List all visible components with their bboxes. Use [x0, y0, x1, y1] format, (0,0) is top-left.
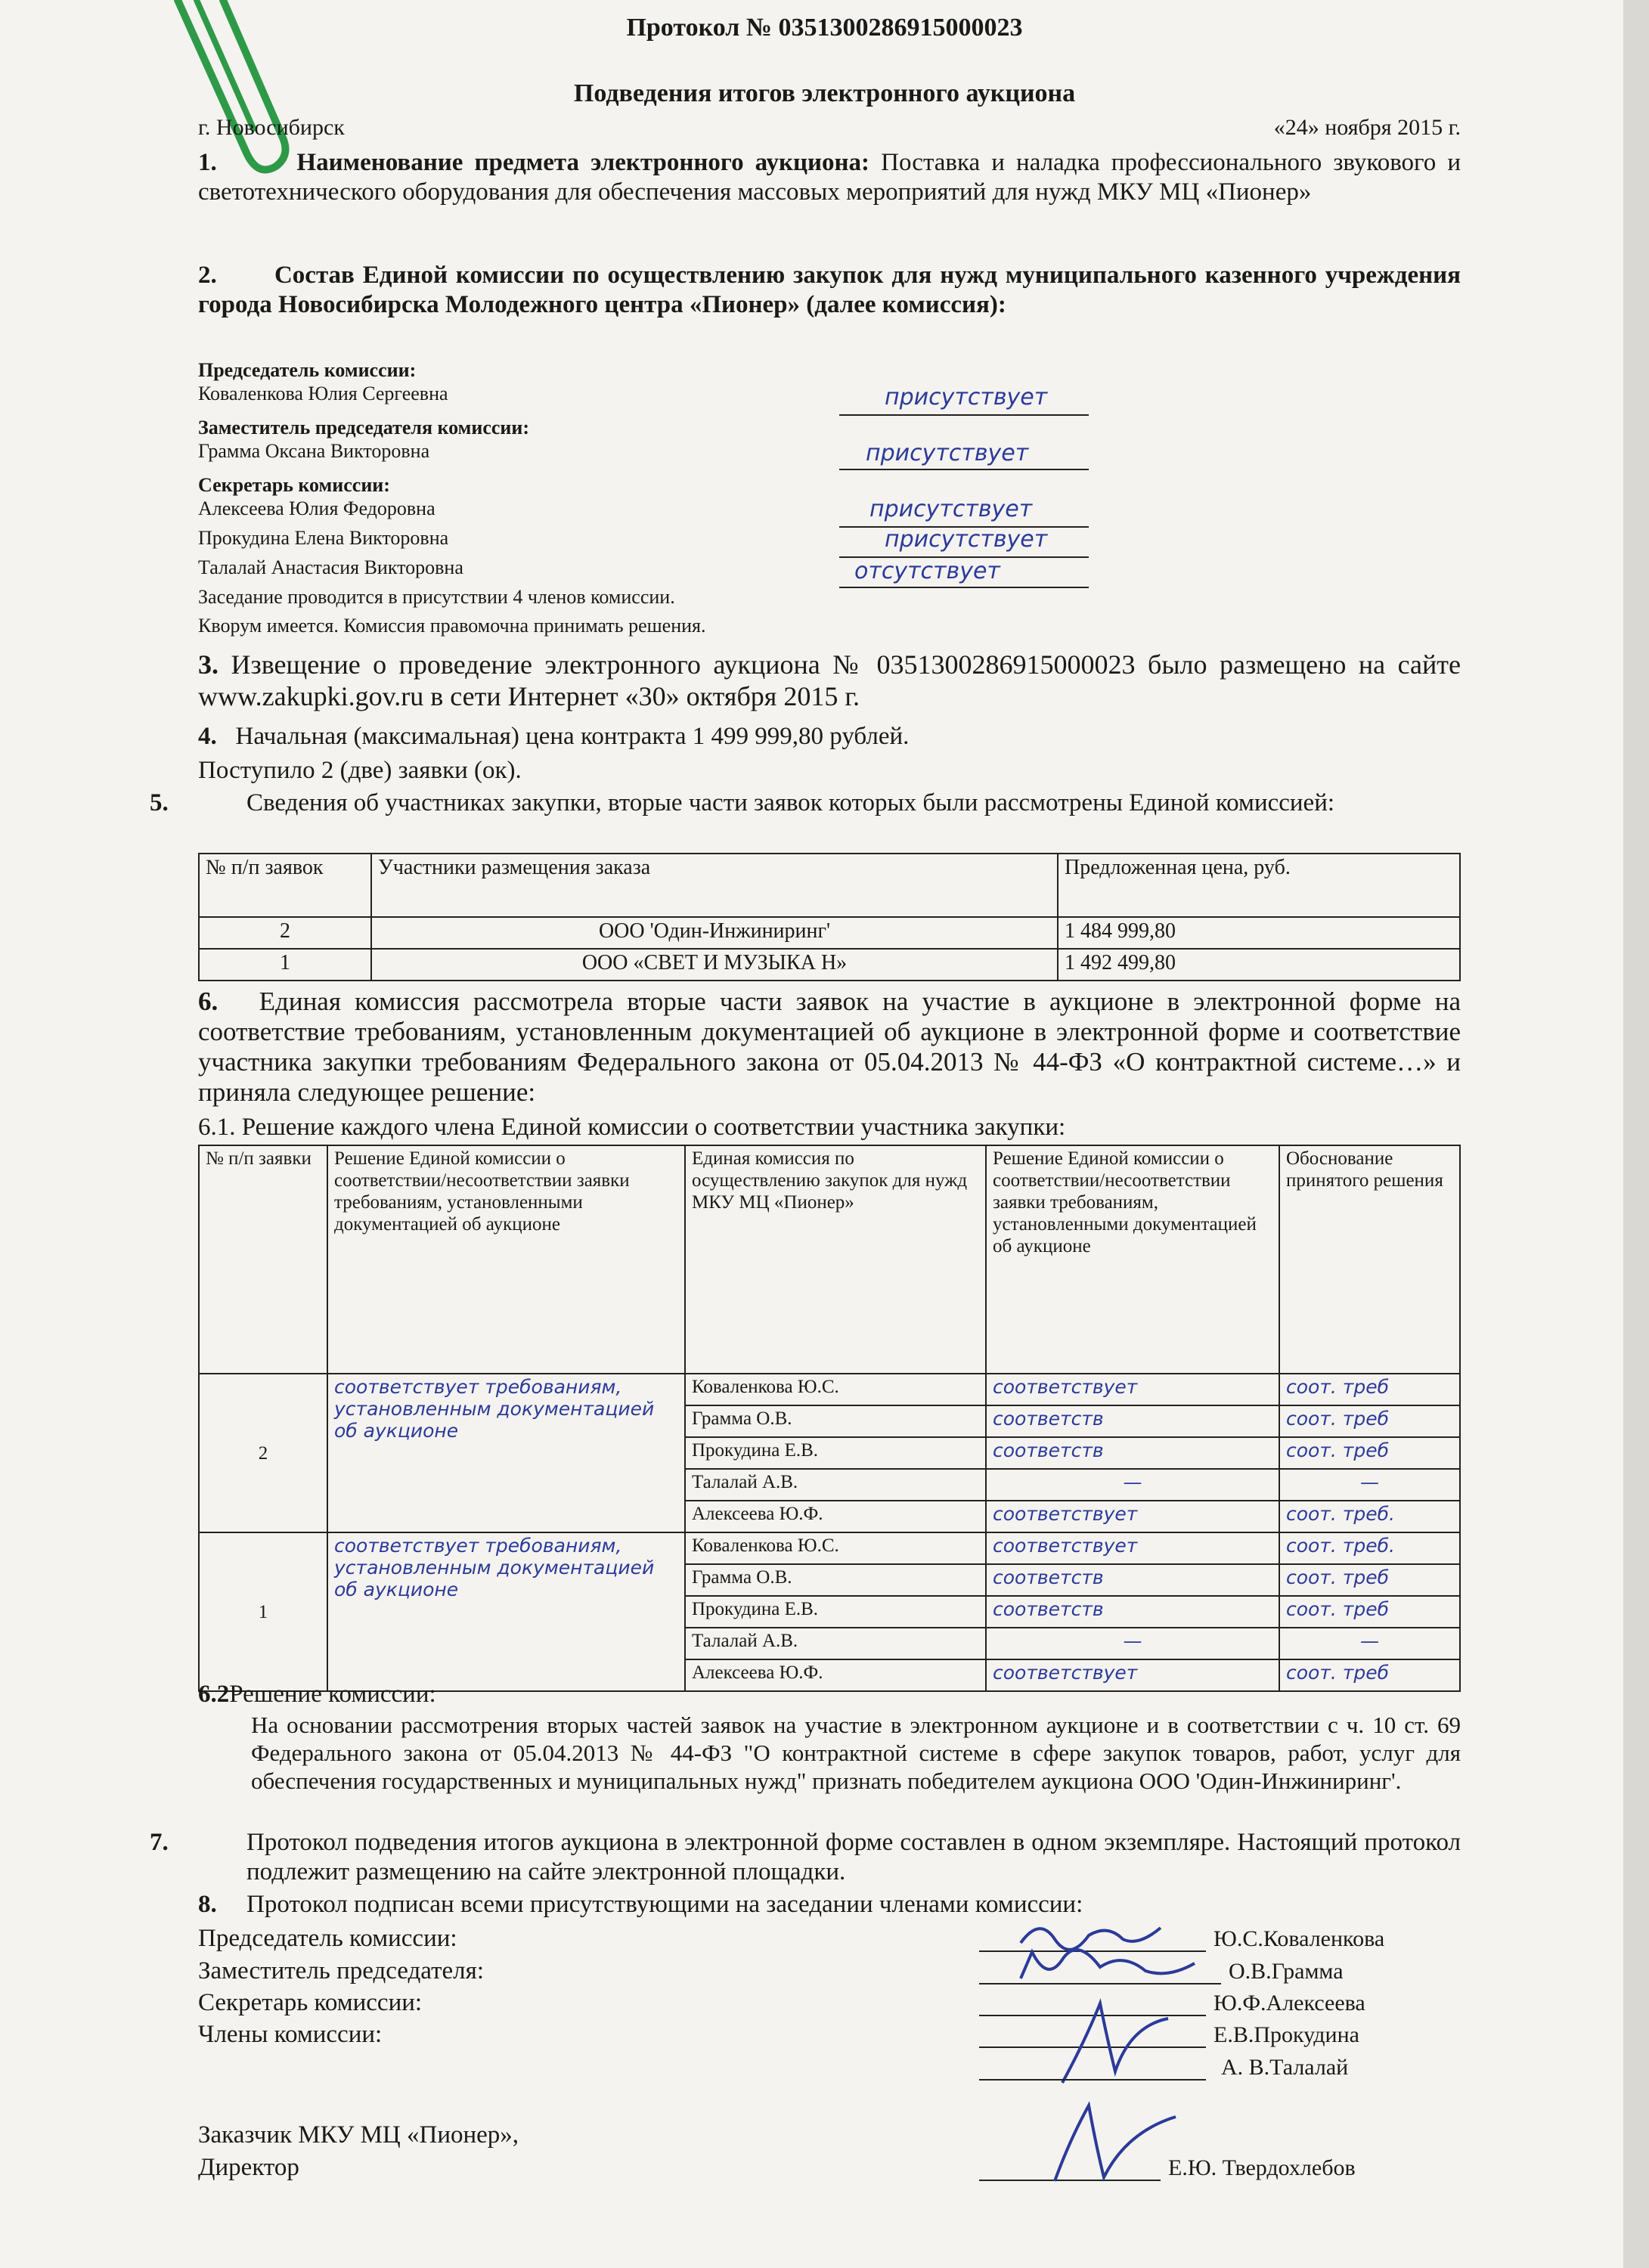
header-cell: № п/п заявок: [199, 854, 371, 917]
member3-name: Талалай Анастасия Викторовна: [198, 556, 463, 578]
member-decision: соответств: [986, 1596, 1279, 1628]
application-number: 1: [199, 1532, 327, 1691]
member-reason: соот. треб: [1279, 1437, 1460, 1469]
member-name: Коваленкова Ю.С.: [685, 1532, 986, 1564]
member-decision: соответствует: [986, 1501, 1279, 1532]
table-row: [199, 917, 1460, 949]
member-reason: —: [1279, 1628, 1460, 1659]
customer-line-1: Заказчик МКУ МЦ «Пионер»,: [198, 2121, 519, 2149]
header-cell: Решение Единой комиссии о соответствии/несоответствии заявки требованиям, установленными документацией об аукционе: [327, 1145, 685, 1374]
header-cell: Предложенная цена, руб.: [1058, 854, 1460, 917]
deputy-signature-icon: [1017, 1944, 1198, 1986]
member-name: Алексеева Ю.Ф.: [685, 1501, 986, 1532]
member-reason: —: [1279, 1469, 1460, 1501]
table-cell: 1 492 499,80: [1058, 949, 1460, 981]
member-name: Прокудина Е.В.: [685, 1437, 986, 1469]
sig-member1-name: Е.В.Прокудина: [1214, 2022, 1359, 2047]
scan-edge: [1623, 0, 1649, 2268]
member-name: Грамма О.В.: [685, 1564, 986, 1596]
secretary-role: Секретарь комиссии:: [198, 474, 390, 496]
section-1-num: 1.: [198, 149, 217, 176]
table-row: [199, 949, 1460, 981]
participants-table-header: [199, 854, 1460, 917]
quorum-note-2: Кворум имеется. Комиссия правомочна принимать решения.: [198, 615, 706, 637]
header-cell: Единая комиссия по осуществлению закупок для нужд МКУ МЦ «Пионер»: [685, 1145, 986, 1374]
member1-status: присутствует: [869, 496, 1033, 522]
section-3: [198, 649, 1461, 712]
member-reason: соот. треб: [1279, 1374, 1460, 1405]
application-decision: соответствует требованиям, установленным документацией об аукционе: [327, 1532, 685, 1691]
section-3-text: Извещение о проведение электронного аукциона № 0351300286915000023 было размещено на сайте www.zakupki.gov.ru в сети Интернет «30» октября 2015 г.: [198, 649, 1461, 711]
sig-deputy-role: Заместитель председателя:: [198, 1957, 484, 1984]
section-6-num: 6.: [198, 987, 219, 1016]
member-decision: соответствует: [986, 1659, 1279, 1691]
sig-member2-line: [979, 2079, 1206, 2081]
chair-name: Коваленкова Юлия Сергеевна: [198, 383, 448, 404]
member-reason: соот. треб.: [1279, 1532, 1460, 1564]
protocol-date: «24» ноября 2015 г.: [1273, 115, 1461, 140]
member2-name: Прокудина Елена Викторовна: [198, 527, 449, 549]
member-decision: соответствует: [986, 1532, 1279, 1564]
chair-status-line: [839, 414, 1089, 416]
section-6-2-num: 6.2: [198, 1681, 230, 1708]
member-decision: соответств: [986, 1564, 1279, 1596]
section-2-text: Состав Единой комиссии по осуществлению закупок для нужд муниципального казенного учреждения города Новосибирска Молодежного центра «Пионер» (далее комиссия):: [198, 262, 1461, 318]
section-8: [198, 1890, 1461, 1919]
member-reason: соот. треб.: [1279, 1501, 1460, 1532]
member-name: Талалай А.В.: [685, 1628, 986, 1659]
sig-member2-name: А. В.Талалай: [1221, 2055, 1349, 2080]
deputy-role: Заместитель председателя комиссии:: [198, 417, 530, 438]
sig-chair-role: Председатель комиссии:: [198, 1925, 457, 1952]
member-name: Грамма О.В.: [685, 1405, 986, 1437]
chair-status: присутствует: [885, 384, 1048, 411]
member-decision: —: [986, 1628, 1279, 1659]
table-cell: ООО «СВЕТ И МУЗЫКА Н»: [371, 949, 1058, 981]
decisions-table: [198, 1145, 1461, 1692]
chair-role: Председатель комиссии:: [198, 359, 417, 381]
member-name: Коваленкова Ю.С.: [685, 1374, 986, 1405]
member-reason: соот. треб: [1279, 1659, 1460, 1691]
deputy-name: Грамма Оксана Викторовна: [198, 440, 430, 462]
header-cell: № п/п заявки: [199, 1145, 327, 1374]
table-cell: ООО 'Один-Инжиниринг': [371, 917, 1058, 949]
member-reason: соот. треб: [1279, 1564, 1460, 1596]
sig-secretary-name: Ю.Ф.Алексеева: [1214, 1991, 1365, 2015]
customer-line-2: Директор: [198, 2154, 299, 2181]
section-6-2-text: На основании рассмотрения вторых частей заявок на участие в электронном аукционе и в соответствии с ч. 10 ст. 69 Федерального закона от 05.04.2013 № 44-ФЗ "О контрактной системе в сфере закупок товаров, работ, услуг для обеспечения государственных и муниципальных нужд" признать победителем аукциона ООО 'Один-Инжиниринг'.: [251, 1712, 1461, 1794]
section-4-text: Начальная (максимальная) цена контракта 1 499 999,80 рублей.: [235, 723, 910, 750]
section-6-2-label: [198, 1680, 1461, 1709]
section-6-1: 6.1. Решение каждого члена Единой комиссии о соответствии участника закупки:: [198, 1114, 1066, 1141]
section-7: [150, 1828, 1461, 1887]
member-decision: соответств: [986, 1405, 1279, 1437]
participants-table: [198, 853, 1461, 981]
table-row: [199, 1374, 1460, 1405]
sig-chair-name: Ю.С.Коваленкова: [1214, 1926, 1385, 1951]
member-reason: соот. треб: [1279, 1596, 1460, 1628]
section-7-text: Протокол подведения итогов аукциона в электронной форме составлен в одном экземпляре. Настоящий протокол подлежит размещению на сайте электронной площадки.: [246, 1829, 1461, 1885]
member-name: Прокудина Е.В.: [685, 1596, 986, 1628]
section-8-text: Протокол подписан всеми присутствующими на заседании членами комиссии:: [246, 1891, 1083, 1918]
sig-secretary-role: Секретарь комиссии:: [198, 1989, 423, 2016]
section-3-num: 3.: [198, 649, 219, 680]
table-cell: 1: [199, 949, 371, 981]
city: г. Новосибирск: [198, 115, 345, 140]
member2-status: присутствует: [885, 526, 1048, 553]
section-5: [150, 789, 1461, 818]
sig-director-name: Е.Ю. Твердохлебов: [1168, 2155, 1356, 2180]
member-decision: —: [986, 1469, 1279, 1501]
member-decision: соответств: [986, 1437, 1279, 1469]
member-reason: соот. треб: [1279, 1405, 1460, 1437]
application-decision: соответствует требованиям, установленным документацией об аукционе: [327, 1374, 685, 1532]
deputy-status-line: [839, 469, 1089, 470]
sig-deputy-name: О.В.Грамма: [1229, 1959, 1344, 1984]
member-name: Алексеева Ю.Ф.: [685, 1659, 986, 1691]
member-decision: соответствует: [986, 1374, 1279, 1405]
table-cell: 1 484 999,80: [1058, 917, 1460, 949]
sig-members-role: Члены комиссии:: [198, 2021, 383, 2048]
applications-received: Поступило 2 (две) заявки (ок).: [198, 757, 522, 784]
member3-status-line: [839, 587, 1089, 588]
decisions-table-header: [199, 1145, 1460, 1374]
table-cell: 2: [199, 917, 371, 949]
application-number: 2: [199, 1374, 327, 1532]
section-8-num: 8.: [198, 1891, 217, 1918]
header-cell: Решение Единой комиссии о соответствии/несоответствии заявки требованиям, установленными документацией об аукционе: [986, 1145, 1279, 1374]
header-cell: Обоснование принятого решения: [1279, 1145, 1460, 1374]
director-signature-icon: [1047, 2094, 1183, 2185]
header-cell: Участники размещения заказа: [371, 854, 1058, 917]
member-name: Талалай А.В.: [685, 1469, 986, 1501]
section-5-text: Сведения об участниках закупки, вторые части заявок которых были рассмотрены Единой комиссией:: [246, 789, 1335, 816]
section-6-2-title: Решение комиссии:: [229, 1681, 436, 1708]
section-5-num: 5.: [150, 789, 169, 816]
member3-status: отсутствует: [854, 558, 1000, 584]
section-6-text: Единая комиссия рассмотрела вторые части заявок на участие в аукционе в электронной форме на соответствие требованиям, установленным документацией об аукционе в электронной форме и соответствие участника закупки требованиям Федерального закона от 05.04.2013 № 44-ФЗ «О контрактной системе…» и приняла следующее решение:: [198, 987, 1461, 1107]
section-6: [198, 987, 1461, 1108]
member-signature-icon: [1055, 1996, 1176, 2087]
section-2: [198, 261, 1461, 320]
section-4-num: 4.: [198, 723, 217, 750]
section-1: [198, 148, 1461, 207]
section-4: [198, 722, 1461, 751]
section-2-num: 2.: [198, 262, 217, 289]
section-1-label: Наименование предмета электронного аукциона:: [296, 149, 870, 176]
page-title: Протокол № 0351300286915000023: [626, 14, 1023, 42]
page-subtitle: Подведения итогов электронного аукциона: [573, 79, 1076, 107]
section-1-text: Поставка и наладка профессионального звукового и светотехнического оборудования для обеспечения массовых мероприятий для нужд МКУ МЦ «Пионер»: [198, 149, 1461, 206]
section-7-num: 7.: [150, 1829, 169, 1856]
table-row: [199, 1532, 1460, 1564]
deputy-status: присутствует: [866, 440, 1029, 466]
quorum-note-1: Заседание проводится в присутствии 4 членов комиссии.: [198, 586, 675, 608]
member1-name: Алексеева Юлия Федоровна: [198, 497, 435, 519]
